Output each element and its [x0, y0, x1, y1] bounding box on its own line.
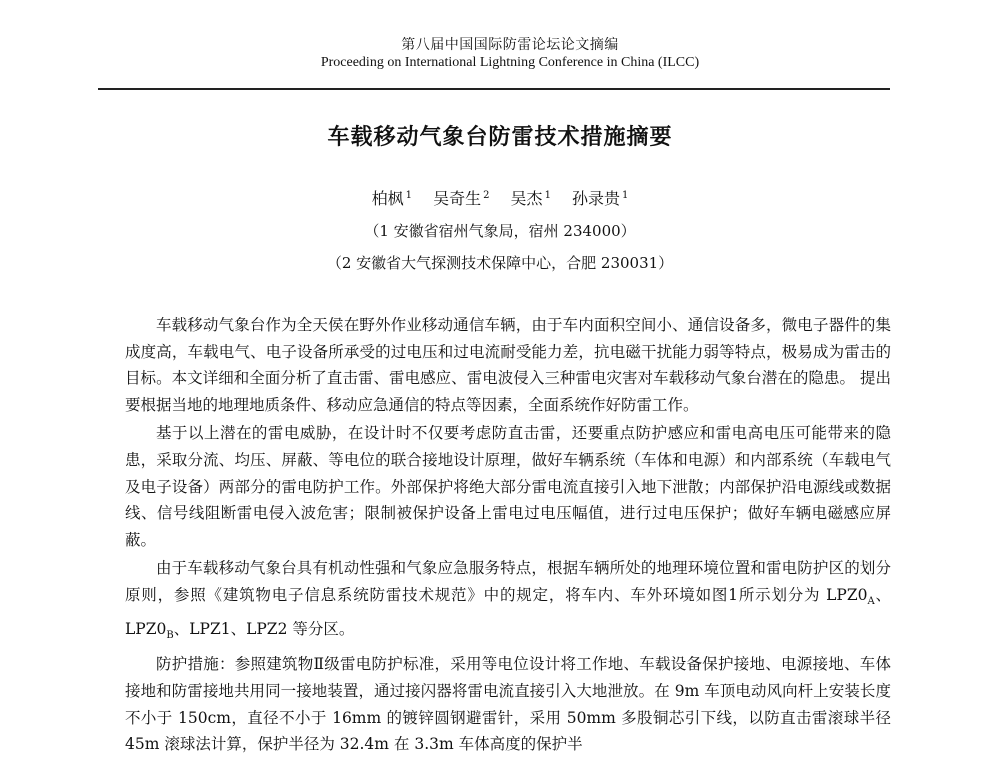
paragraph-3-text: 由于车载移动气象台具有机动性强和气象应急服务特点，根据车辆所处的地理环境位置和雷电防护区的划分原则，参照《建筑物电子信息系统防雷技术规范》中的规定，将车内、车外环境如图1所示划分为: [125, 559, 891, 604]
running-head-chinese: 第八届中国国际防雷论坛论文摘编: [401, 37, 619, 53]
author-list: [0, 186, 1000, 209]
header-rule: [98, 88, 890, 90]
affiliation-1: （1 安徽省宿州气象局，宿州 234000）: [364, 222, 636, 240]
author-affiliation-mark: 1: [622, 189, 629, 201]
affiliation-2: （2 安徽省大气探测技术保障中心，合肥 230031）: [326, 254, 674, 272]
paragraph-4: 防护措施：参照建筑物Ⅱ级雷电防护标准，采用等电位设计将工作地、车载设备保护接地、电源接地、车体接地和防雷接地共用同一接地装置，通过接闪器将雷电流直接引入大地泄放。在 9m 车顶电动风向杆上安装长度不小于 150cm，直径不小于 16mm 的镀锌圆钢避雷针，采用 50mm 多股铜芯引下线，以防直击雷滚球半径 45m 滚球法计算，保护半径为 32.4m 在 3.3m 车体高度的保护半: [125, 655, 891, 754]
paragraph-1: 车载移动气象台作为全天侯在野外作业移动通信车辆，由于车内面积空间小、通信设备多，微电子器件的集成度高，车载电气、电子设备所承受的过电压和过电流耐受能力差，抗电磁干扰能力弱等特点，极易成为雷击的目标。本文详细和全面分析了直击雷、雷电感应、雷电波侵入三种雷电灾害对车载移动气象台潜在的隐患。 提出要根据当地的地理地质条件、移动应急通信的特点等因素，全面系统作好防雷工作。: [125, 316, 891, 414]
author-name: 吴奇生: [433, 189, 482, 208]
running-head: [300, 36, 720, 72]
author-name: 柏枫: [371, 189, 404, 208]
author-name: 孙录贵: [572, 189, 621, 208]
author-name: 吴杰: [510, 189, 543, 208]
author-affiliation-mark: 2: [483, 189, 490, 201]
author: [372, 189, 412, 208]
abstract-body: [125, 312, 891, 758]
author: [433, 189, 489, 208]
author: [511, 189, 551, 208]
paper-title: 车载移动气象台防雷技术措施摘要: [327, 125, 673, 150]
zone-lpz0a: $LPZ0_A$: [826, 585, 875, 608]
paragraph-3-tail: 、LPZ1、LPZ2 等分区。: [173, 619, 355, 638]
author-affiliation-mark: 1: [405, 189, 412, 201]
paragraph-3: 由于车载移动气象台具有机动性强和气象应急服务特点，根据车辆所处的地理环境位置和雷电防护区的划分原则，参照《建筑物电子信息系统防雷技术规范》中的规定，将车内、车外环境如图1所示划分为 $LPZ0_A$、$LPZ0_B$、LPZ1、LPZ2 等分区。: [125, 559, 891, 641]
paragraph-2: 基于以上潜在的雷电威胁，在设计时不仅要考虑防直击雷，还要重点防护感应和雷电高电压可能带来的隐患，采取分流、均压、屏蔽、等电位的联合接地设计原理，做好车辆系统（车体和电源）和内部系统（车载电气及电子设备）两部分的雷电防护工作。外部保护将绝大部分雷电流直接引入地下泄散；内部保护沿电源线或数据线、信号线阻断雷电侵入波危害；限制被保护设备上雷电过电压幅值，进行过电压保护；做好车辆电磁感应屏蔽。: [125, 424, 891, 549]
author: [572, 189, 628, 208]
zone-lpz0b: $LPZ0_B$: [125, 619, 174, 641]
running-head-english: Proceeding on International Lightning Conference in China (ILCC): [320, 55, 700, 70]
author-affiliation-mark: 1: [544, 189, 551, 201]
